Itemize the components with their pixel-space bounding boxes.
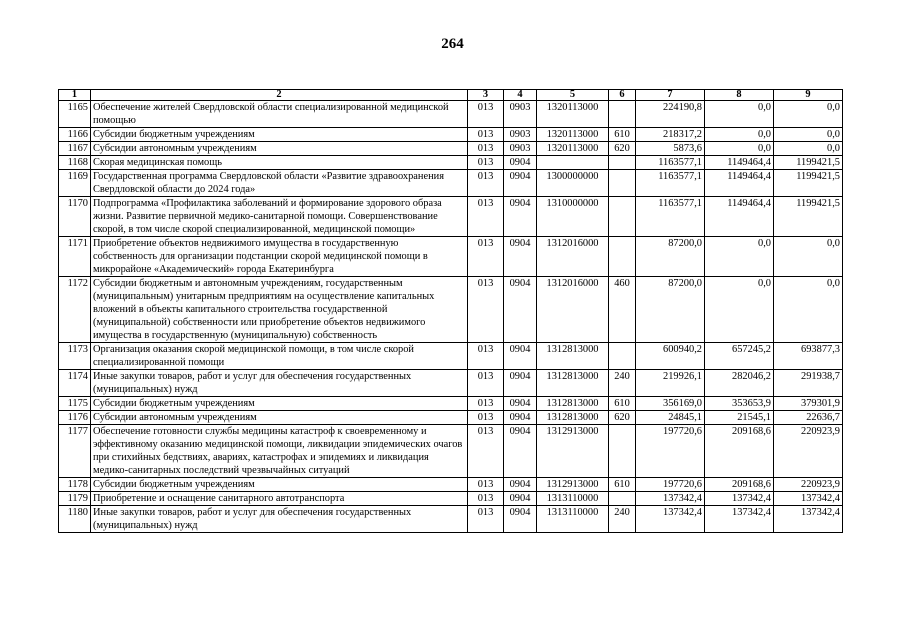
amount-year-2: 657245,2 (705, 343, 774, 370)
item-name: Субсидии бюджетным учреждениям (91, 478, 468, 492)
code-section: 0904 (504, 478, 537, 492)
amount-year-2: 209168,6 (705, 425, 774, 478)
table-row (59, 277, 843, 343)
code-expense-type: 610 (609, 397, 636, 411)
amount-year-3: 1199421,5 (774, 170, 843, 197)
code-section: 0903 (504, 101, 537, 128)
row-number: 1180 (59, 506, 91, 533)
item-name: Обеспечение готовности службы медицины катастроф к своевременному и эффективному оказанию медицинской помощи, ликвидации эпидемических очагов при стихийных бедствиях, авариях, катастрофах и эпидемиях и ликвидация медико-санитарных последствий чрезвычайных ситуаций (91, 425, 468, 478)
code-section: 0904 (504, 425, 537, 478)
budget-table (58, 89, 843, 533)
amount-year-3: 220923,9 (774, 478, 843, 492)
page-number: 264 (441, 36, 464, 52)
table-row (59, 425, 843, 478)
code-target: 1312813000 (537, 370, 609, 397)
code-target: 1320113000 (537, 128, 609, 142)
code-admin: 013 (468, 197, 504, 237)
code-target: 1312813000 (537, 343, 609, 370)
amount-year-2: 1149464,4 (705, 170, 774, 197)
row-number: 1175 (59, 397, 91, 411)
code-admin: 013 (468, 101, 504, 128)
code-expense-type (609, 343, 636, 370)
item-name: Субсидии автономным учреждениям (91, 142, 468, 156)
code-target: 1312813000 (537, 397, 609, 411)
amount-year-3: 291938,7 (774, 370, 843, 397)
code-section: 0903 (504, 142, 537, 156)
code-section: 0904 (504, 397, 537, 411)
code-section: 0904 (504, 197, 537, 237)
code-admin: 013 (468, 170, 504, 197)
row-number: 1169 (59, 170, 91, 197)
amount-year-3: 0,0 (774, 128, 843, 142)
amount-year-2: 0,0 (705, 237, 774, 277)
code-section: 0904 (504, 237, 537, 277)
code-expense-type: 240 (609, 506, 636, 533)
column-header: 7 (636, 90, 705, 101)
amount-year-1: 5873,6 (636, 142, 705, 156)
code-admin: 013 (468, 411, 504, 425)
code-section: 0904 (504, 411, 537, 425)
table-row (59, 101, 843, 128)
code-target: 1312016000 (537, 277, 609, 343)
code-admin: 013 (468, 156, 504, 170)
table-row (59, 397, 843, 411)
code-expense-type: 240 (609, 370, 636, 397)
code-target: 1313110000 (537, 492, 609, 506)
code-section: 0904 (504, 343, 537, 370)
item-name: Подпрограмма «Профилактика заболеваний и формирование здорового образа жизни. Развитие первичной медико-санитарной помощи. Совершенствование скорой, в том числе скорой специализированной, медицинской помощи» (91, 197, 468, 237)
row-number: 1167 (59, 142, 91, 156)
column-header: 2 (91, 90, 468, 101)
table-row (59, 128, 843, 142)
item-name: Скорая медицинская помощь (91, 156, 468, 170)
column-header: 8 (705, 90, 774, 101)
code-admin: 013 (468, 397, 504, 411)
item-name: Государственная программа Свердловской области «Развитие здравоохранения Свердловской области до 2024 года» (91, 170, 468, 197)
item-name: Организация оказания скорой медицинской помощи, в том числе скорой специализированной помощи (91, 343, 468, 370)
row-number: 1165 (59, 101, 91, 128)
code-target (537, 156, 609, 170)
amount-year-2: 137342,4 (705, 506, 774, 533)
amount-year-2: 209168,6 (705, 478, 774, 492)
code-target: 1320113000 (537, 142, 609, 156)
code-admin: 013 (468, 142, 504, 156)
item-name: Иные закупки товаров, работ и услуг для обеспечения государственных (муниципальных) нужд (91, 506, 468, 533)
row-number: 1179 (59, 492, 91, 506)
code-target: 1320113000 (537, 101, 609, 128)
code-expense-type (609, 237, 636, 277)
amount-year-1: 224190,8 (636, 101, 705, 128)
row-number: 1172 (59, 277, 91, 343)
code-expense-type (609, 101, 636, 128)
amount-year-2: 0,0 (705, 277, 774, 343)
item-name: Приобретение и оснащение санитарного автотранспорта (91, 492, 468, 506)
amount-year-1: 1163577,1 (636, 156, 705, 170)
amount-year-3: 1199421,5 (774, 156, 843, 170)
amount-year-2: 0,0 (705, 101, 774, 128)
code-section: 0903 (504, 128, 537, 142)
code-expense-type (609, 170, 636, 197)
column-header: 5 (537, 90, 609, 101)
code-expense-type (609, 492, 636, 506)
code-target: 1313110000 (537, 506, 609, 533)
row-number: 1170 (59, 197, 91, 237)
code-section: 0904 (504, 156, 537, 170)
table-row (59, 370, 843, 397)
amount-year-3: 1199421,5 (774, 197, 843, 237)
amount-year-2: 353653,9 (705, 397, 774, 411)
amount-year-1: 600940,2 (636, 343, 705, 370)
code-admin: 013 (468, 277, 504, 343)
code-expense-type: 610 (609, 128, 636, 142)
code-admin: 013 (468, 128, 504, 142)
code-target: 1310000000 (537, 197, 609, 237)
amount-year-1: 137342,4 (636, 506, 705, 533)
row-number: 1174 (59, 370, 91, 397)
code-target: 1312913000 (537, 425, 609, 478)
code-expense-type: 610 (609, 478, 636, 492)
amount-year-1: 218317,2 (636, 128, 705, 142)
amount-year-1: 1163577,1 (636, 170, 705, 197)
code-target: 1300000000 (537, 170, 609, 197)
code-expense-type: 460 (609, 277, 636, 343)
table-header-row (59, 90, 843, 101)
amount-year-2: 0,0 (705, 142, 774, 156)
code-admin: 013 (468, 425, 504, 478)
item-name: Обеспечение жителей Свердловской области специализированной медицинской помощью (91, 101, 468, 128)
item-name: Субсидии бюджетным учреждениям (91, 128, 468, 142)
amount-year-1: 219926,1 (636, 370, 705, 397)
table-row (59, 343, 843, 370)
amount-year-2: 137342,4 (705, 492, 774, 506)
amount-year-2: 21545,1 (705, 411, 774, 425)
amount-year-3: 137342,4 (774, 492, 843, 506)
amount-year-3: 0,0 (774, 142, 843, 156)
table-row (59, 478, 843, 492)
item-name: Субсидии бюджетным учреждениям (91, 397, 468, 411)
code-section: 0904 (504, 492, 537, 506)
column-header: 4 (504, 90, 537, 101)
amount-year-3: 137342,4 (774, 506, 843, 533)
amount-year-2: 282046,2 (705, 370, 774, 397)
code-target: 1312913000 (537, 478, 609, 492)
amount-year-1: 24845,1 (636, 411, 705, 425)
amount-year-2: 0,0 (705, 128, 774, 142)
amount-year-1: 1163577,1 (636, 197, 705, 237)
code-admin: 013 (468, 478, 504, 492)
amount-year-3: 22636,7 (774, 411, 843, 425)
item-name: Иные закупки товаров, работ и услуг для обеспечения государственных (муниципальных) нужд (91, 370, 468, 397)
table-row (59, 156, 843, 170)
column-header: 3 (468, 90, 504, 101)
code-admin: 013 (468, 492, 504, 506)
row-number: 1176 (59, 411, 91, 425)
amount-year-3: 379301,9 (774, 397, 843, 411)
code-expense-type: 620 (609, 142, 636, 156)
table-row (59, 411, 843, 425)
table-row (59, 142, 843, 156)
code-target: 1312813000 (537, 411, 609, 425)
code-admin: 013 (468, 343, 504, 370)
code-expense-type (609, 197, 636, 237)
amount-year-2: 1149464,4 (705, 197, 774, 237)
amount-year-1: 197720,6 (636, 478, 705, 492)
amount-year-3: 0,0 (774, 101, 843, 128)
row-number: 1171 (59, 237, 91, 277)
row-number: 1178 (59, 478, 91, 492)
code-section: 0904 (504, 277, 537, 343)
code-section: 0904 (504, 170, 537, 197)
table-row (59, 492, 843, 506)
table-row (59, 170, 843, 197)
amount-year-1: 87200,0 (636, 237, 705, 277)
code-admin: 013 (468, 370, 504, 397)
table-row (59, 506, 843, 533)
item-name: Субсидии автономным учреждениям (91, 411, 468, 425)
code-target: 1312016000 (537, 237, 609, 277)
amount-year-1: 356169,0 (636, 397, 705, 411)
amount-year-1: 87200,0 (636, 277, 705, 343)
column-header: 6 (609, 90, 636, 101)
table-row (59, 237, 843, 277)
row-number: 1168 (59, 156, 91, 170)
amount-year-3: 0,0 (774, 277, 843, 343)
code-expense-type (609, 425, 636, 478)
amount-year-3: 220923,9 (774, 425, 843, 478)
code-admin: 013 (468, 237, 504, 277)
amount-year-3: 693877,3 (774, 343, 843, 370)
row-number: 1166 (59, 128, 91, 142)
code-expense-type (609, 156, 636, 170)
amount-year-2: 1149464,4 (705, 156, 774, 170)
code-section: 0904 (504, 370, 537, 397)
code-expense-type: 620 (609, 411, 636, 425)
code-admin: 013 (468, 506, 504, 533)
item-name: Приобретение объектов недвижимого имущества в государственную собственность для организации подстанции скорой медицинской помощи в микрорайоне «Академический» города Екатеринбурга (91, 237, 468, 277)
column-header: 9 (774, 90, 843, 101)
item-name: Субсидии бюджетным и автономным учреждениям, государственным (муниципальным) унитарным предприятиям на осуществление капитальных вложений в объекты капитального строительства государственной (муниципальной) собственности или приобретение объектов недвижимого имущества в государственную (муниципальную) собственность (91, 277, 468, 343)
amount-year-1: 197720,6 (636, 425, 705, 478)
table-row (59, 197, 843, 237)
code-section: 0904 (504, 506, 537, 533)
row-number: 1177 (59, 425, 91, 478)
column-header: 1 (59, 90, 91, 101)
row-number: 1173 (59, 343, 91, 370)
amount-year-3: 0,0 (774, 237, 843, 277)
amount-year-1: 137342,4 (636, 492, 705, 506)
